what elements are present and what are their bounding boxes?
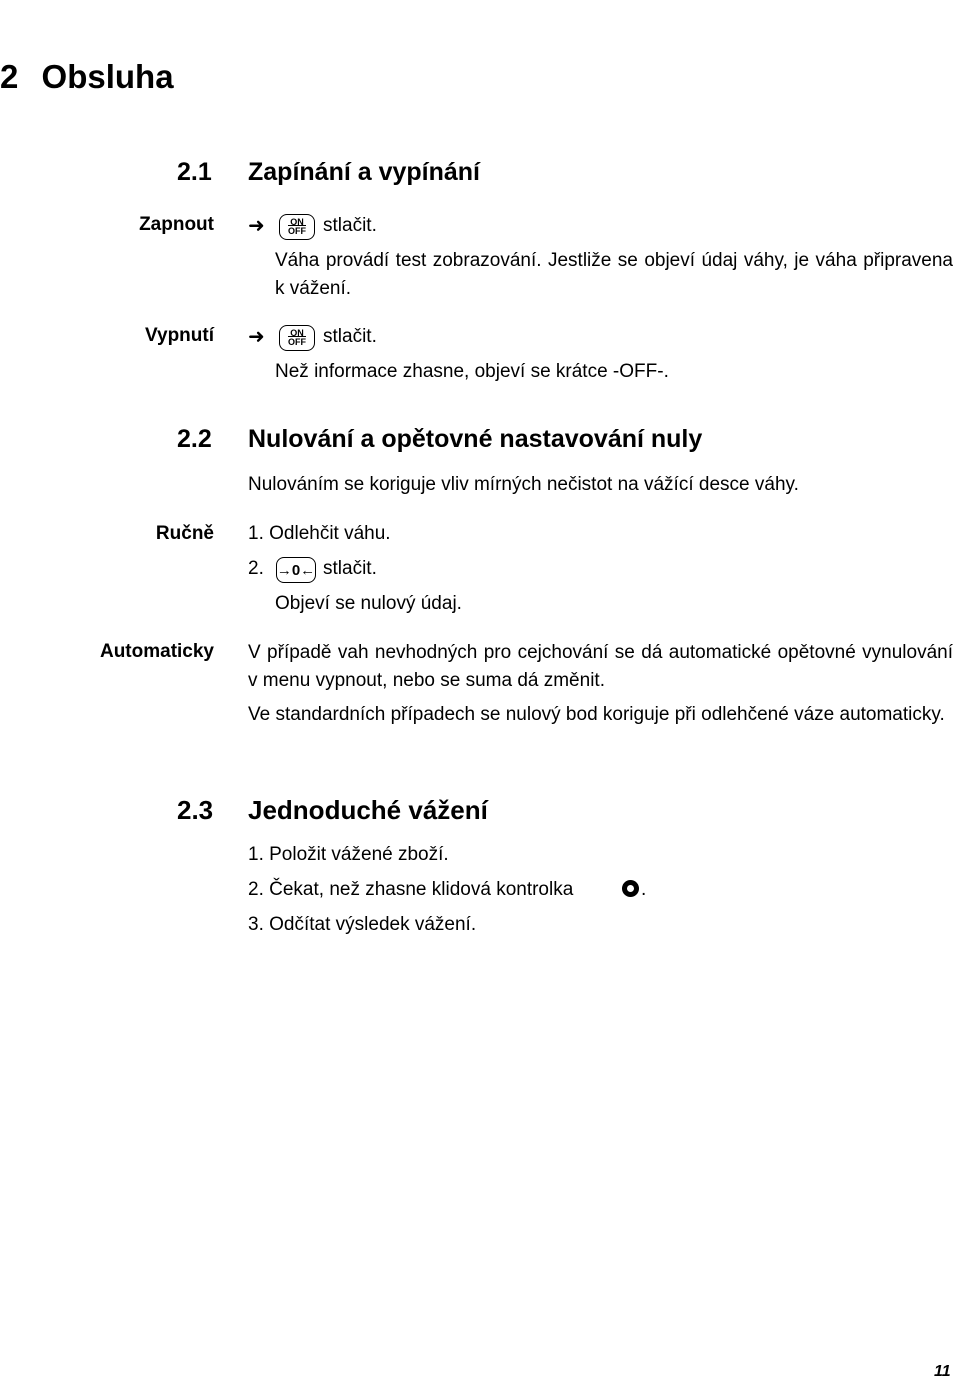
weighing-step-3: 3. Odčítat výsledek vážení.	[248, 914, 477, 935]
key-on-text: ON	[290, 328, 304, 338]
section-2-3-title: Jednoduché vážení	[248, 795, 488, 825]
section-2-3-number: 2.3	[177, 795, 214, 825]
arrow-icon: ➜	[248, 215, 265, 237]
auto-paragraph-1: V případě vah nevhodných pro cejchování se dá automatické opětovné vynulování v menu vypnout, nebo se suma dá změnit.	[248, 642, 953, 691]
off-action: stlačit.	[323, 326, 377, 347]
on-action: stlačit.	[323, 215, 377, 236]
arrow-icon: ➜	[248, 326, 265, 348]
key-off-text: $\overline{OFF}$	[288, 226, 306, 236]
on-off-key-icon	[279, 214, 315, 240]
section-2-2-title: Nulování a opětovné nastavování nuly	[248, 425, 703, 453]
section-2-2-intro: Nulováním se koriguje vliv mírných nečistot na vážící desce váhy.	[248, 474, 799, 495]
manual-step-2-number: 2.	[248, 558, 264, 579]
section-2-1-number: 2.1	[177, 158, 212, 186]
label-rucne: Ručně	[155, 523, 214, 544]
page-number: 11	[934, 1363, 951, 1380]
chapter-heading	[0, 58, 174, 96]
on-off-key-icon	[279, 325, 315, 351]
label-zapnout: Zapnout	[139, 214, 214, 235]
stability-indicator-icon	[622, 880, 639, 897]
label-automaticky: Automaticky	[99, 641, 214, 662]
manual-result: Objeví se nulový údaj.	[275, 593, 462, 614]
manual-step-2-action: stlačit.	[323, 558, 377, 579]
key-on-text: ON	[290, 217, 304, 227]
zero-key-icon: →0←	[276, 557, 316, 583]
section-2-1-title: Zapínání a vypínání	[248, 158, 480, 186]
label-vypnuti: Vypnutí	[145, 325, 214, 346]
weighing-step-2: 2. Čekat, než zhasne klidová kontrolka	[248, 879, 574, 900]
weighing-step-1: 1. Položit vážené zboží.	[248, 844, 449, 865]
key-off-text: $\overline{OFF}$	[288, 337, 306, 347]
on-description: Váha provádí test zobrazování. Jestliže se objeví údaj váhy, je váha připravena k vážení.	[275, 250, 953, 299]
auto-paragraph-2: Ve standardních případech se nulový bod koriguje při odlehčené váze automaticky.	[248, 704, 945, 725]
weighing-step-2-end: .	[641, 879, 647, 900]
section-2-2-number: 2.2	[177, 425, 212, 453]
manual-step-1: 1. Odlehčit váhu.	[248, 523, 391, 544]
chapter-title: Obsluha	[41, 58, 174, 95]
off-description: Než informace zhasne, objeví se krátce -OFF-.	[275, 361, 669, 382]
chapter-number: 2	[0, 58, 19, 95]
